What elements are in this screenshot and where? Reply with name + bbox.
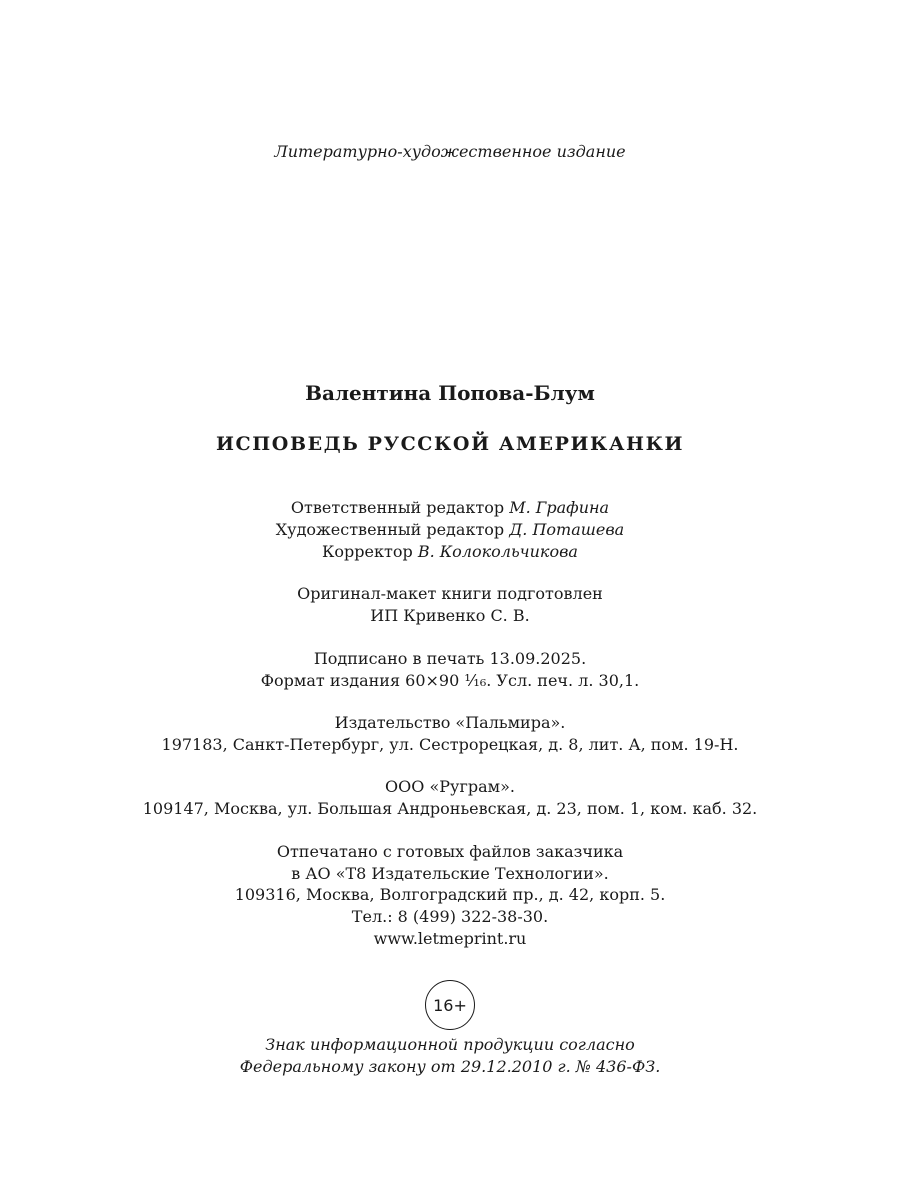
edition-type: Литературно-художественное издание bbox=[274, 142, 626, 161]
corrector-label: Корректор bbox=[322, 542, 413, 561]
layout-credit-line2: ИП Кривенко С. В. bbox=[370, 606, 530, 625]
art-editor-name: Д. Поташева bbox=[509, 520, 625, 539]
distributor-name: ООО «Руграм». bbox=[385, 777, 515, 796]
printer-line2: в АО «Т8 Издательские Технологии». bbox=[291, 864, 609, 883]
layout-credit-line1: Оригинал-макет книги подготовлен bbox=[297, 584, 603, 603]
format-info: Формат издания 60×90 ¹⁄₁₆. Усл. печ. л. 30,1. bbox=[260, 671, 640, 690]
signed-to-print: Подписано в печать 13.09.2025. bbox=[313, 649, 587, 668]
corrector-name: В. Колокольчикова bbox=[417, 542, 578, 561]
printer-address: 109316, Москва, Волгоградский пр., д. 42, корп. 5. bbox=[234, 885, 666, 904]
publisher-name: Издательство «Пальмира». bbox=[334, 713, 566, 732]
printer-website: www.letmeprint.ru bbox=[373, 929, 527, 948]
printer-line1: Отпечатано с готовых файлов заказчика bbox=[276, 842, 624, 861]
distributor-address: 109147, Москва, ул. Большая Андроньевская, д. 23, пом. 1, ком. каб. 32. bbox=[142, 799, 758, 818]
responsible-editor-name: М. Графина bbox=[509, 498, 610, 517]
responsible-editor-label: Ответственный редактор bbox=[290, 498, 505, 517]
corrector bbox=[0, 541, 900, 562]
printer-phone: Тел.: 8 (499) 322-38-30. bbox=[351, 907, 549, 926]
art-editor bbox=[0, 519, 900, 540]
rating-note-line2: Федеральному закону от 29.12.2010 г. № 436-ФЗ. bbox=[239, 1057, 661, 1076]
age-rating-badge: 16+ bbox=[425, 980, 475, 1030]
rating-note-line1: Знак информационной продукции согласно bbox=[265, 1035, 635, 1054]
publisher-address: 197183, Санкт-Петербург, ул. Сестрорецкая, д. 8, лит. А, пом. 19-Н. bbox=[161, 735, 739, 754]
book-title: ИСПОВЕДЬ РУССКОЙ АМЕРИКАНКИ bbox=[215, 433, 685, 455]
responsible-editor bbox=[0, 497, 900, 518]
art-editor-label: Художественный редактор bbox=[275, 520, 505, 539]
author-name: Валентина Попова-Блум bbox=[305, 381, 595, 405]
